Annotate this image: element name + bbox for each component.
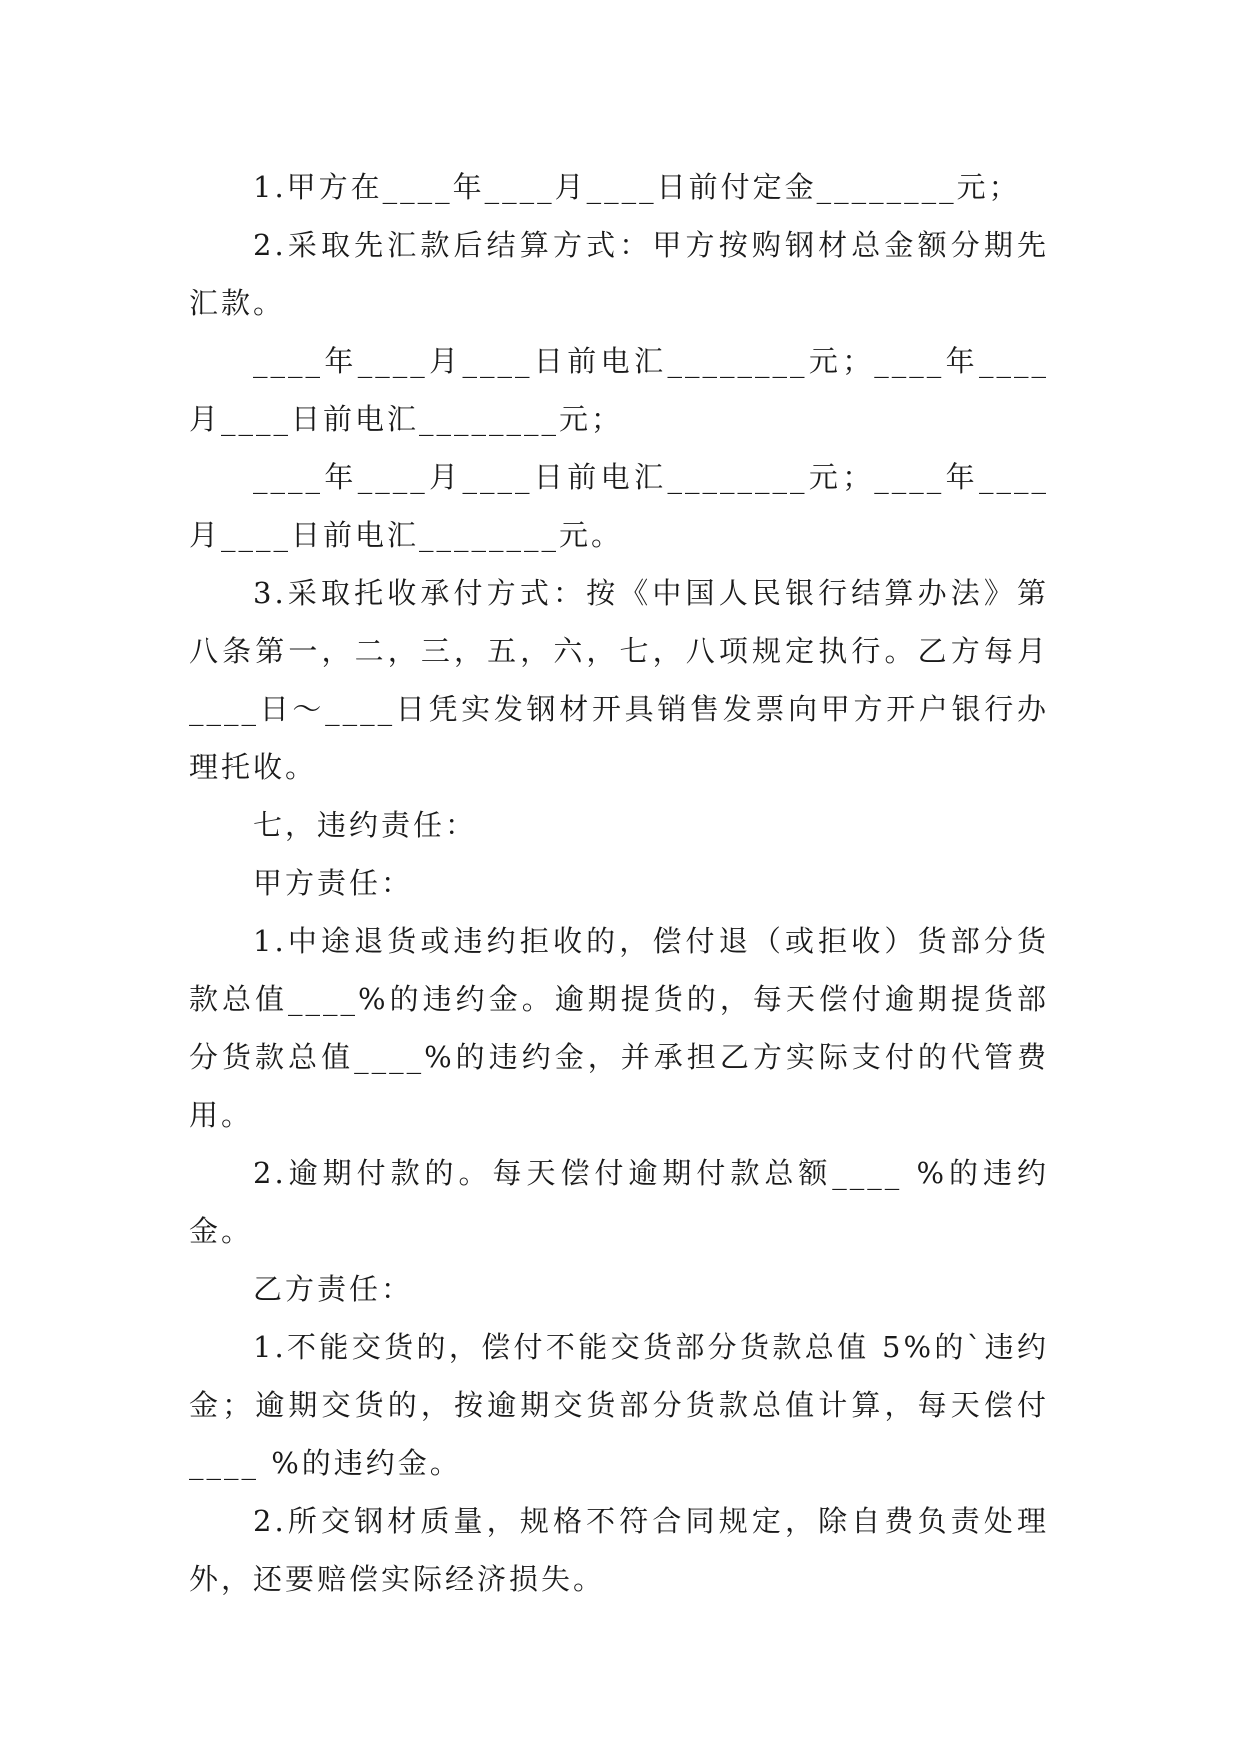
party-a-clause-2: 2.逾期付款的。每天偿付逾期付款总额____ %的违约金。 bbox=[189, 1156, 1049, 1248]
party-b-clause-2: 2.所交钢材质量，规格不符合同规定，除自费负责处理外，还要赔偿实际经济损失。 bbox=[189, 1504, 1049, 1596]
paragraph-wire-schedule-1: ____年____月____日前电汇________元；____年____月____日前电汇________元； bbox=[189, 344, 1049, 436]
party-a-clause-1: 1.中途退货或违约拒收的，偿付退（或拒收）货部分货款总值____%的违约金。逾期提货的，每天偿付逾期提货部分货款总值____%的违约金，并承担乙方实际支付的代管费用。 bbox=[189, 924, 1049, 1132]
party-b-clause-1: 1.不能交货的，偿付不能交货部分货款总值 5%的`违约金；逾期交货的，按逾期交货部分货款总值计算，每天偿付____ %的违约金。 bbox=[189, 1330, 1049, 1480]
paragraph-collection-method: 3.采取托收承付方式：按《中国人民银行结算办法》第八条第一，二，三，五，六，七，八项规定执行。乙方每月____日～____日凭实发钢材开具销售发票向甲方开户银行办理托收。 bbox=[189, 576, 1049, 784]
paragraph-prepayment-method: 2.采取先汇款后结算方式：甲方按购钢材总金额分期先汇款。 bbox=[189, 228, 1049, 320]
paragraph-deposit: 1.甲方在____年____月____日前付定金________元； bbox=[253, 170, 1021, 204]
document-body bbox=[189, 158, 1049, 1608]
section-heading-liability: 七，违约责任： bbox=[253, 808, 478, 842]
paragraph-wire-schedule-2: ____年____月____日前电汇________元；____年____月____日前电汇________元。 bbox=[189, 460, 1049, 552]
party-a-heading: 甲方责任： bbox=[253, 866, 414, 900]
party-b-heading: 乙方责任： bbox=[253, 1272, 414, 1306]
